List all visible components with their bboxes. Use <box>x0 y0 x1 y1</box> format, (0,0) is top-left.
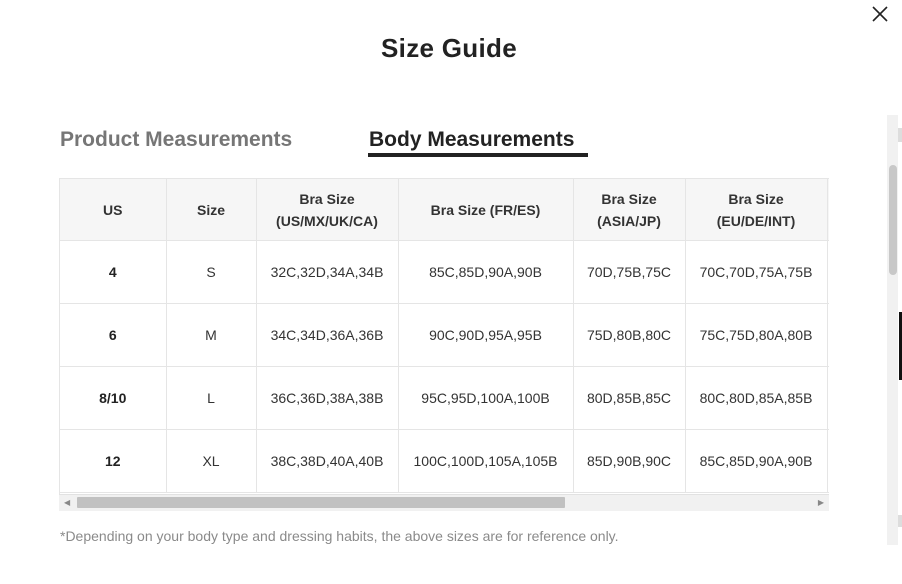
header-label: Bra Size <box>601 190 657 207</box>
background-edge <box>898 515 902 527</box>
cell-bra-us: 34C,34D,36A,36B <box>256 304 398 367</box>
reference-note: *Depending on your body type and dressing habits, the above sizes are for reference only. <box>60 528 619 544</box>
cell-size: M <box>166 304 256 367</box>
header-size <box>166 179 256 241</box>
cell-bra-eu: 75C,75D,80A,80B <box>685 304 827 367</box>
close-icon <box>869 3 891 25</box>
header-label: Bra Size <box>728 190 784 207</box>
cell-us: 12 <box>60 430 166 493</box>
cell-bra-eu: 80C,80D,85A,85B <box>685 367 827 430</box>
cell-bra-us: 32C,32D,34A,34B <box>256 241 398 304</box>
header-sublabel: (US/MX/UK/CA) <box>276 212 378 229</box>
background-edge <box>898 128 902 142</box>
header-bra-fr <box>398 179 573 241</box>
table-row <box>60 367 829 430</box>
cell-us: 4 <box>60 241 166 304</box>
cell-bra-us: 38C,38D,40A,40B <box>256 430 398 493</box>
header-sublabel: (EU/DE/INT) <box>716 212 796 229</box>
tab-body-measurements[interactable]: Body Measurements <box>369 128 575 151</box>
cell-bra-asia: 75D,80B,80C <box>573 304 685 367</box>
cell-overflow <box>827 304 829 367</box>
cell-bra-asia: 80D,85B,85C <box>573 367 685 430</box>
table-row <box>60 241 829 304</box>
cell-bra-fr: 100C,100D,105A,105B <box>398 430 573 493</box>
cell-overflow <box>827 367 829 430</box>
table-row <box>60 430 829 493</box>
cell-bra-asia: 85D,90B,90C <box>573 430 685 493</box>
header-bra-asia <box>573 179 685 241</box>
horizontal-scrollbar[interactable] <box>59 494 829 511</box>
cell-us: 6 <box>60 304 166 367</box>
cell-overflow <box>827 430 829 493</box>
size-table-container[interactable] <box>59 178 829 495</box>
cell-bra-eu: 85C,85D,90A,90B <box>685 430 827 493</box>
cell-bra-us: 36C,36D,38A,38B <box>256 367 398 430</box>
modal-title: Size Guide <box>381 33 517 63</box>
cell-overflow <box>827 241 829 304</box>
header-sublabel: (ASIA/JP) <box>597 212 661 229</box>
cell-size: XL <box>166 430 256 493</box>
tab-product-measurements[interactable]: Product Measurements <box>60 128 293 151</box>
header-overflow <box>827 179 829 241</box>
table-row <box>60 304 829 367</box>
header-bra-us <box>256 179 398 241</box>
close-button[interactable] <box>869 3 891 25</box>
header-label: Bra Size (FR/ES) <box>430 201 541 218</box>
active-tab-indicator <box>368 153 588 157</box>
header-label: Size <box>196 201 225 218</box>
table-header-row <box>60 179 829 241</box>
cell-bra-fr: 85C,85D,90A,90B <box>398 241 573 304</box>
header-bra-eu <box>685 179 827 241</box>
cell-size: L <box>166 367 256 430</box>
header-label: US <box>103 201 123 218</box>
header-label: Bra Size <box>299 190 355 207</box>
vertical-scrollbar-thumb[interactable] <box>889 165 897 275</box>
scrollbar-thumb[interactable] <box>77 497 565 508</box>
cell-bra-fr: 90C,90D,95A,95B <box>398 304 573 367</box>
cell-bra-fr: 95C,95D,100A,100B <box>398 367 573 430</box>
header-us <box>60 179 166 241</box>
cell-bra-asia: 70D,75B,75C <box>573 241 685 304</box>
cell-size: S <box>166 241 256 304</box>
cell-us: 8/10 <box>60 367 166 430</box>
arrow-left-icon[interactable]: ◀ <box>64 498 71 507</box>
size-table <box>60 179 829 493</box>
arrow-right-icon[interactable]: ▶ <box>817 498 824 507</box>
cell-bra-eu: 70C,70D,75A,75B <box>685 241 827 304</box>
